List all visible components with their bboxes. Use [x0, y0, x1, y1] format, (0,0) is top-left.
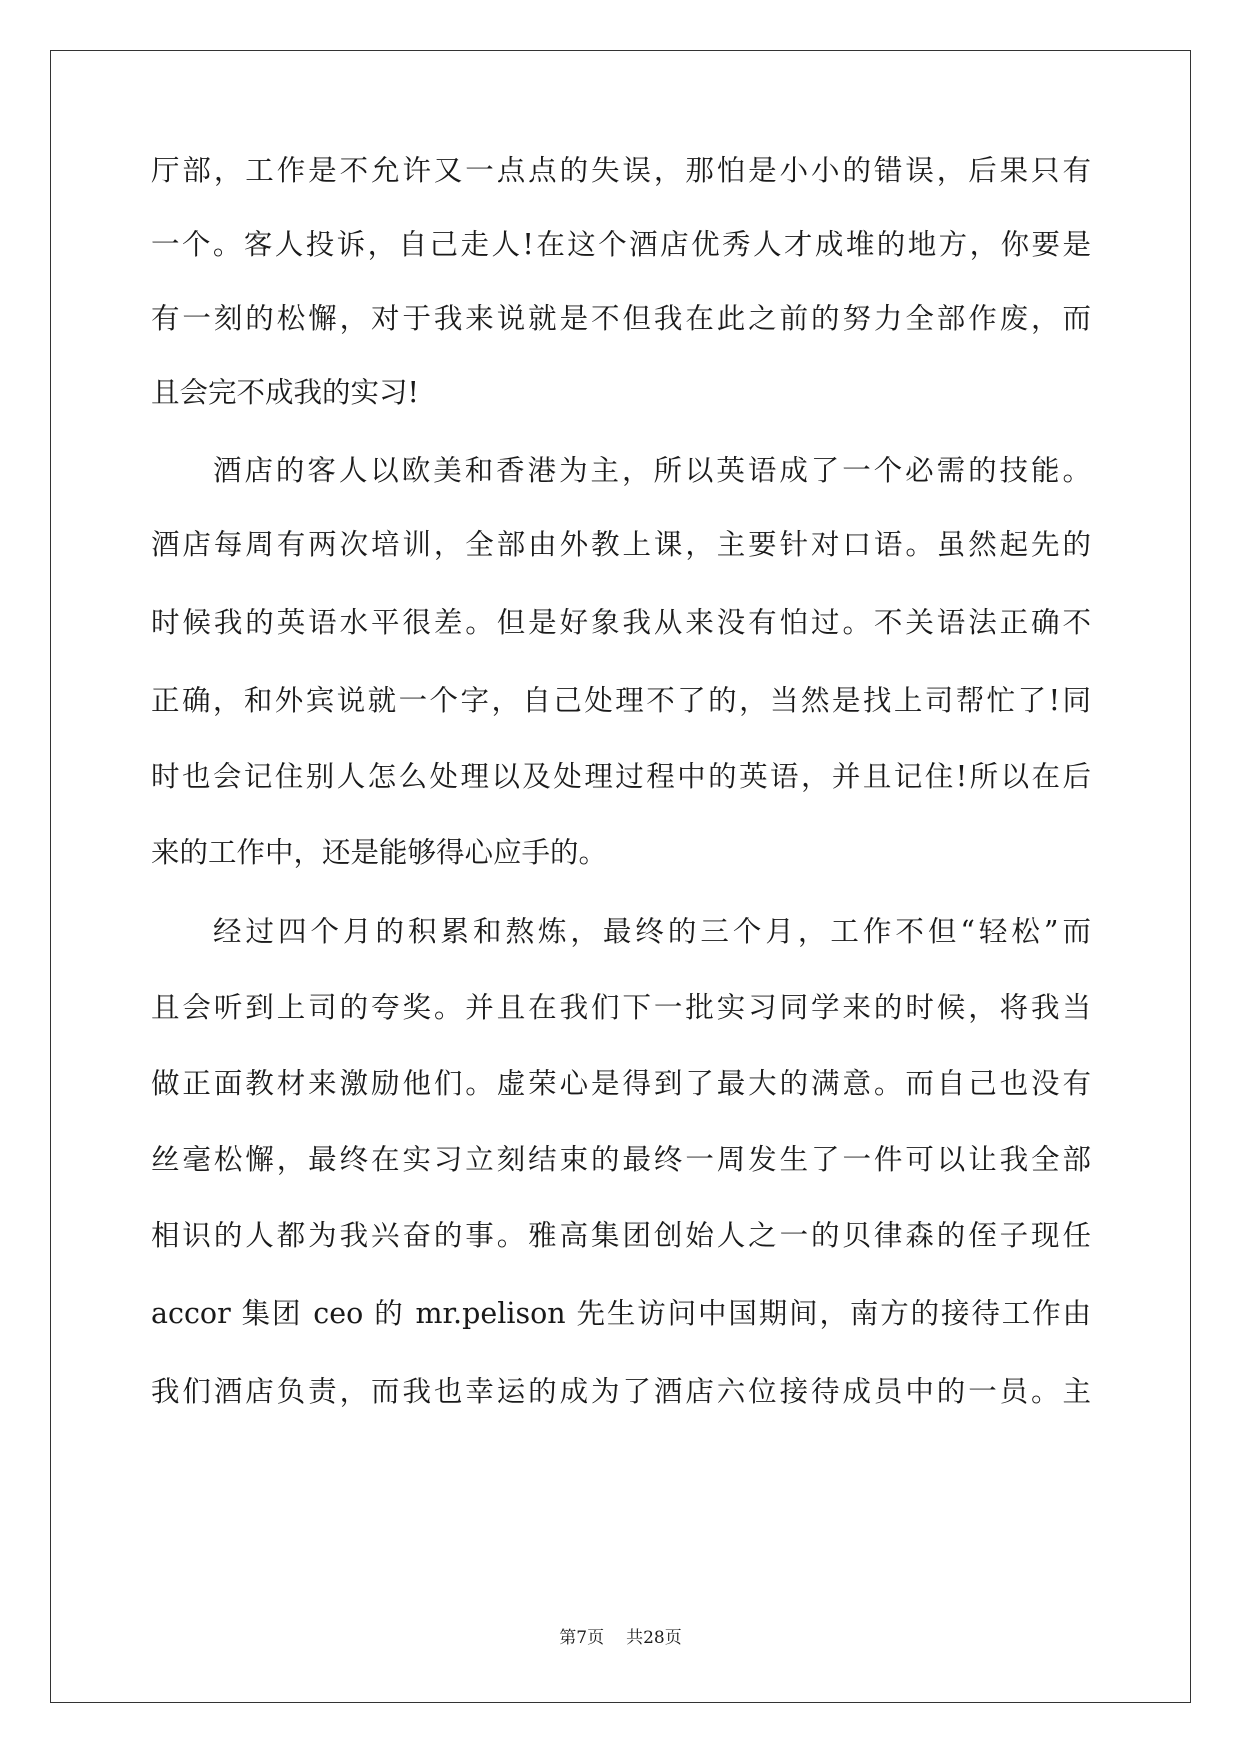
page-total: 共28页	[626, 1628, 682, 1648]
paragraph-first-line: 酒店的客人以欧美和香港为主，所以英语成了一个必需的技能。	[213, 454, 1091, 487]
text-line: 一个。客人投诉，自己走人!在这个酒店优秀人才成堆的地方，你要是	[151, 228, 1091, 261]
paragraph-first-line: 经过四个月的积累和熬炼，最终的三个月，工作不但“轻松”而	[213, 915, 1091, 948]
page-number: 第7页	[559, 1628, 605, 1648]
text-line: 时也会记住别人怎么处理以及处理过程中的英语，并且记住!所以在后	[151, 760, 1091, 793]
text-line: 且会听到上司的夸奖。并且在我们下一批实习同学来的时候，将我当	[151, 991, 1091, 1024]
page-border	[50, 50, 1191, 1703]
text-line: 有一刻的松懈，对于我来说就是不但我在此之前的努力全部作废，而	[151, 302, 1091, 335]
text-line: 且会完不成我的实习!	[151, 376, 419, 409]
text-line: 酒店每周有两次培训，全部由外教上课，主要针对口语。虽然起先的	[151, 528, 1091, 561]
text-line: 时候我的英语水平很差。但是好象我从来没有怕过。不关语法正确不	[151, 606, 1091, 639]
text-line: 做正面教材来激励他们。虚荣心是得到了最大的满意。而自己也没有	[151, 1067, 1091, 1100]
text-line: 厅部，工作是不允许又一点点的失误，那怕是小小的错误，后果只有	[151, 154, 1091, 187]
text-line: 相识的人都为我兴奋的事。雅高集团创始人之一的贝律森的侄子现任	[151, 1219, 1091, 1252]
page-footer	[0, 1626, 1241, 1650]
text-line: accor 集团 ceo 的 mr.pelison 先生访问中国期间，南方的接待工作由	[151, 1297, 1091, 1330]
text-line: 正确，和外宾说就一个字，自己处理不了的，当然是找上司帮忙了!同	[151, 684, 1091, 717]
text-line: 来的工作中，还是能够得心应手的。	[151, 836, 608, 869]
text-line: 丝毫松懈，最终在实习立刻结束的最终一周发生了一件可以让我全部	[151, 1143, 1091, 1176]
text-line: 我们酒店负责，而我也幸运的成为了酒店六位接待成员中的一员。主	[151, 1375, 1091, 1408]
